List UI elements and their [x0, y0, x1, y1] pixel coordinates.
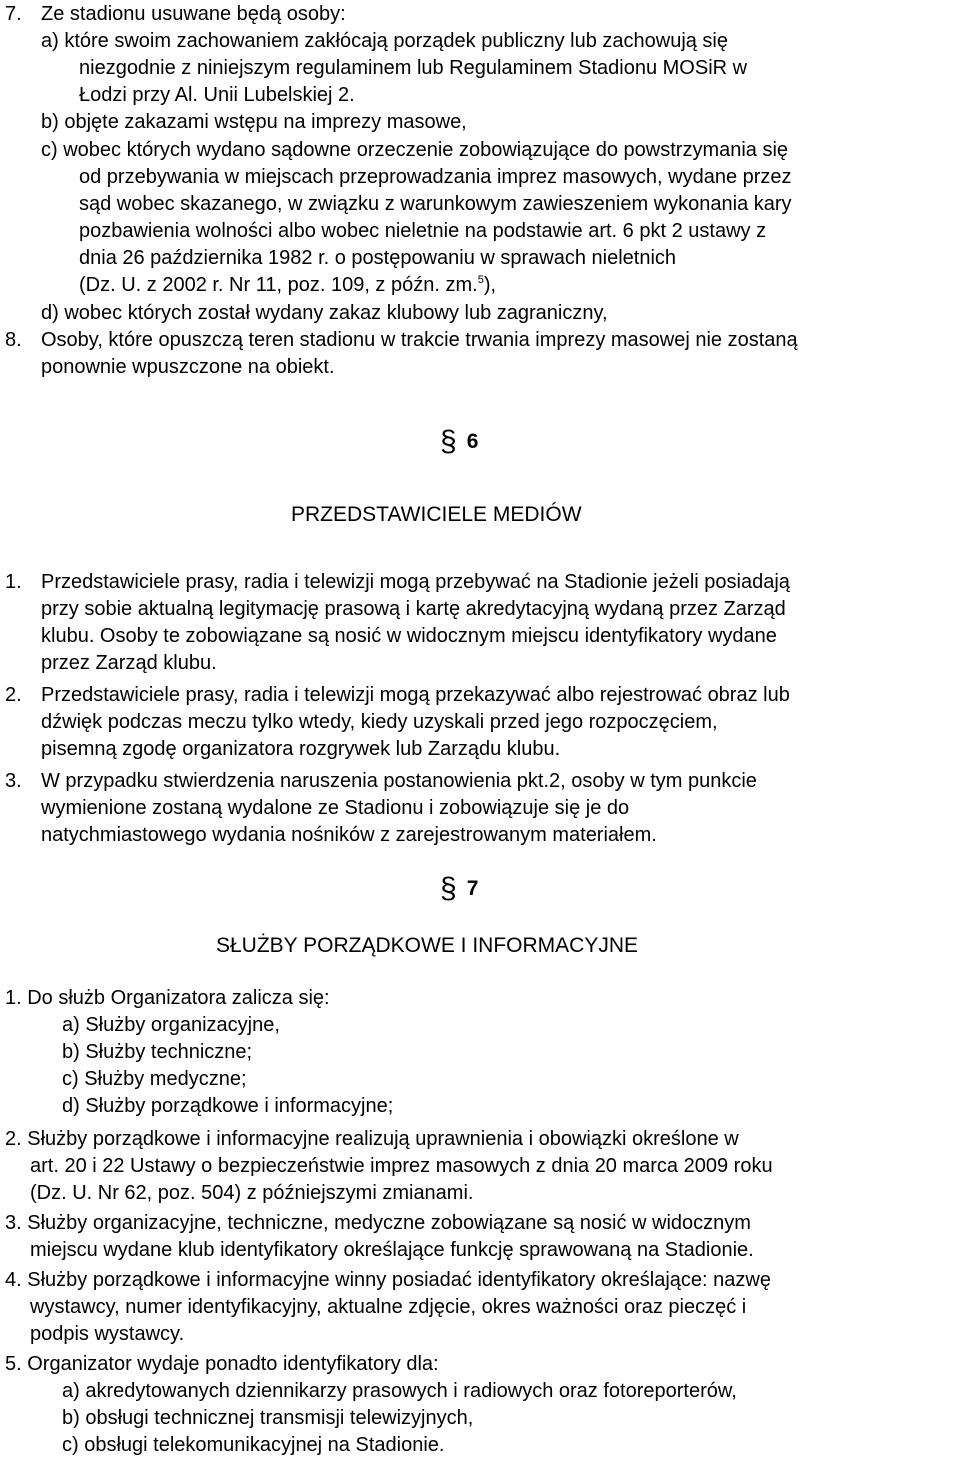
- paragraph-line: niezgodnie z niniejszym regulaminem lub Regulaminem Stadionu MOSiR w: [79, 57, 748, 79]
- citation-close: ),: [483, 274, 497, 296]
- list-item-c: c) wobec których wydano sądowne orzeczenie zobowiązujące do powstrzymania się: [41, 139, 789, 161]
- section-7-heading: SŁUŻBY PORZĄDKOWE I INFORMACYJNE: [216, 934, 638, 957]
- paragraph-line-footnote: [79, 272, 496, 299]
- list-item-d: d) wobec których został wydany zakaz klubowy lub zagraniczny,: [41, 302, 608, 324]
- paragraph-line: Osoby, które opuszczą teren stadionu w trakcie trwania imprezy masowej nie zostaną: [41, 329, 798, 351]
- paragraph-line: sąd wobec skazanego, w związku z warunkowym zawieszeniem wykonania kary: [79, 193, 792, 215]
- paragraph-line: dźwięk podczas meczu tylko wtedy, kiedy uzyskali przed jego rozpoczęciem,: [41, 711, 718, 733]
- footnote-mark: 5: [477, 274, 484, 286]
- citation-text: (Dz. U. z 2002 r. Nr 11, poz. 109, z późn. zm.: [79, 274, 478, 296]
- paragraph-line: 4. Służby porządkowe i informacyjne winny posiadać identyfikatory określające: nazwę: [5, 1269, 771, 1291]
- paragraph-line: Łodzi przy Al. Unii Lubelskiej 2.: [79, 84, 355, 106]
- list-item-b: b) Służby techniczne;: [62, 1041, 253, 1063]
- section-7-number: [440, 872, 478, 906]
- section-symbol: §: [440, 425, 457, 458]
- paragraph-line: dnia 26 października 1982 r. o postępowaniu w sprawach nieletnich: [79, 247, 677, 269]
- paragraph-line: art. 20 i 22 Ustawy o bezpieczeństwie imprez masowych z dnia 20 marca 2009 roku: [30, 1155, 773, 1177]
- section-6-number: [440, 425, 478, 459]
- item-number-7: 7.: [5, 3, 22, 25]
- list-item-b: b) obsługi technicznej transmisji telewizyjnych,: [62, 1407, 474, 1429]
- section-number: 6: [466, 430, 479, 453]
- list-item-a: a) które swoim zachowaniem zakłócają porządek publiczny lub zachowują się: [41, 30, 729, 52]
- paragraph-line: miejscu wydane klub identyfikatory określające funkcję sprawowaną na Stadionie.: [30, 1239, 754, 1261]
- list-item-c: c) obsługi telekomunikacyjnej na Stadionie.: [62, 1434, 445, 1456]
- paragraph-line: ponownie wpuszczone na obiekt.: [41, 356, 335, 378]
- section-number: 7: [466, 877, 479, 900]
- paragraph-line: pisemną zgodę organizatora rozgrywek lub Zarządu klubu.: [41, 738, 561, 760]
- paragraph-line: wymienione zostaną wydalone ze Stadionu i zobowiązuje się je do: [41, 797, 630, 819]
- item-number: 1.: [5, 571, 22, 593]
- paragraph-line: 1. Do służb Organizatora zalicza się:: [5, 987, 330, 1009]
- section-symbol: §: [440, 872, 457, 905]
- paragraph-line: wystawcy, numer identyfikacyjny, aktualne zdjęcie, okres ważności oraz pieczęć i: [30, 1296, 747, 1318]
- item-number: 2.: [5, 684, 22, 706]
- paragraph-line: Przedstawiciele prasy, radia i telewizji mogą przebywać na Stadionie jeżeli posiadają: [41, 571, 790, 593]
- paragraph-line: Przedstawiciele prasy, radia i telewizji mogą przekazywać albo rejestrować obraz lub: [41, 684, 790, 706]
- list-item-d: d) Służby porządkowe i informacyjne;: [62, 1095, 394, 1117]
- paragraph-line: pozbawienia wolności albo wobec nieletnie na podstawie art. 6 pkt 2 ustawy z: [79, 220, 767, 242]
- paragraph-line: Ze stadionu usuwane będą osoby:: [41, 3, 346, 25]
- list-item-a: a) Służby organizacyjne,: [62, 1014, 280, 1036]
- paragraph-line: klubu. Osoby te zobowiązane są nosić w widocznym miejscu identyfikatory wydane: [41, 625, 777, 647]
- paragraph-line: 3. Służby organizacyjne, techniczne, medyczne zobowiązane są nosić w widocznym: [5, 1212, 751, 1234]
- paragraph-line: podpis wystawcy.: [30, 1323, 185, 1345]
- paragraph-line: przez Zarząd klubu.: [41, 652, 217, 674]
- paragraph-line: przy sobie aktualną legitymację prasową i kartę akredytacyjną wydaną przez Zarząd: [41, 598, 786, 620]
- paragraph-line: 2. Służby porządkowe i informacyjne realizują uprawnienia i obowiązki określone w: [5, 1128, 739, 1150]
- list-item-a: a) akredytowanych dziennikarzy prasowych i radiowych oraz fotoreporterów,: [62, 1380, 737, 1402]
- paragraph-line: 5. Organizator wydaje ponadto identyfikatory dla:: [5, 1353, 439, 1375]
- paragraph-line: W przypadku stwierdzenia naruszenia postanowienia pkt.2, osoby w tym punkcie: [41, 770, 757, 792]
- list-item-c: c) Służby medyczne;: [62, 1068, 247, 1090]
- item-number-8: 8.: [5, 329, 22, 351]
- paragraph-line: od przebywania w miejscach przeprowadzania imprez masowych, wydane przez: [79, 166, 792, 188]
- section-6-heading: PRZEDSTAWICIELE MEDIÓW: [291, 503, 582, 526]
- item-number: 3.: [5, 770, 22, 792]
- paragraph-line: natychmiastowego wydania nośników z zarejestrowanym materiałem.: [41, 824, 657, 846]
- list-item-b: b) objęte zakazami wstępu na imprezy masowe,: [41, 111, 467, 133]
- paragraph-line: (Dz. U. Nr 62, poz. 504) z późniejszymi zmianami.: [30, 1182, 474, 1204]
